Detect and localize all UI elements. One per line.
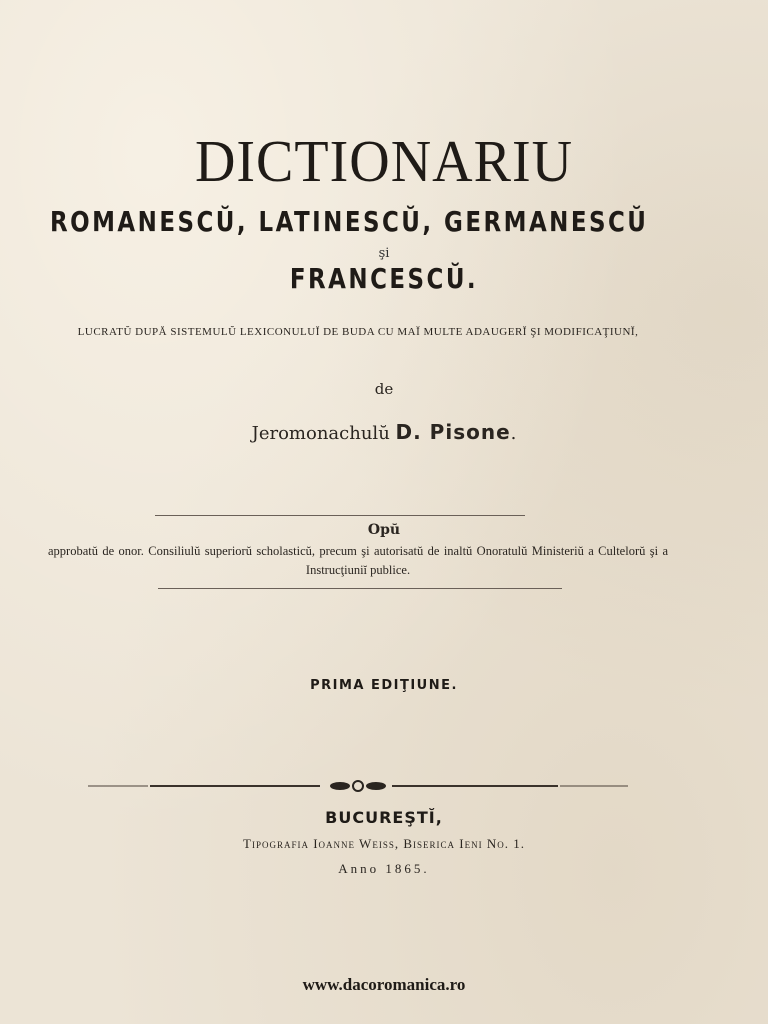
website-watermark: www.dacoromanica.ro <box>302 975 466 994</box>
printing-house: Tipografia Ioanne Weiss, Biserica Ieni No. 1. <box>243 836 525 851</box>
edition-label: PRIMA EDIŢIUNE. <box>310 678 458 693</box>
divider-top <box>155 515 525 516</box>
conjunction: şi <box>378 246 390 261</box>
author-suffix: . <box>510 423 517 444</box>
author-name: D. Pisone <box>395 420 511 444</box>
author-prefix: Jeromonachulŭ <box>251 423 390 444</box>
ornament-rule <box>88 776 628 796</box>
divider-bottom <box>158 588 562 589</box>
author-line <box>0 420 768 444</box>
publication-year: Anno 1865. <box>338 861 430 876</box>
approval-text: approbatŭ de onor. Consiliulŭ superiorŭ scholasticŭ, precum şi autorisatŭ de inaltŭ Onoratulŭ Ministeriŭ a Cultelorŭ şi a Instrucţiuniĭ publice. <box>48 544 668 577</box>
description: LUCRATŬ DUPĂ SISTEMULŬ LEXICONULUĬ DE BUDA CU MAĬ MULTE ADAUGERĬ ŞI MODIFICAŢIUNĬ, <box>77 326 639 338</box>
by-word: de <box>374 380 394 398</box>
work-label: Opŭ <box>367 522 401 538</box>
subtitle-french: FRANCESCŬ. <box>289 262 479 295</box>
city: BUCUREŞTĬ, <box>325 808 443 827</box>
subtitle-languages: ROMANESCŬ, LATINESCŬ, GERMANESCŬ <box>50 205 649 238</box>
book-title: DICTIONARIU <box>194 129 574 195</box>
